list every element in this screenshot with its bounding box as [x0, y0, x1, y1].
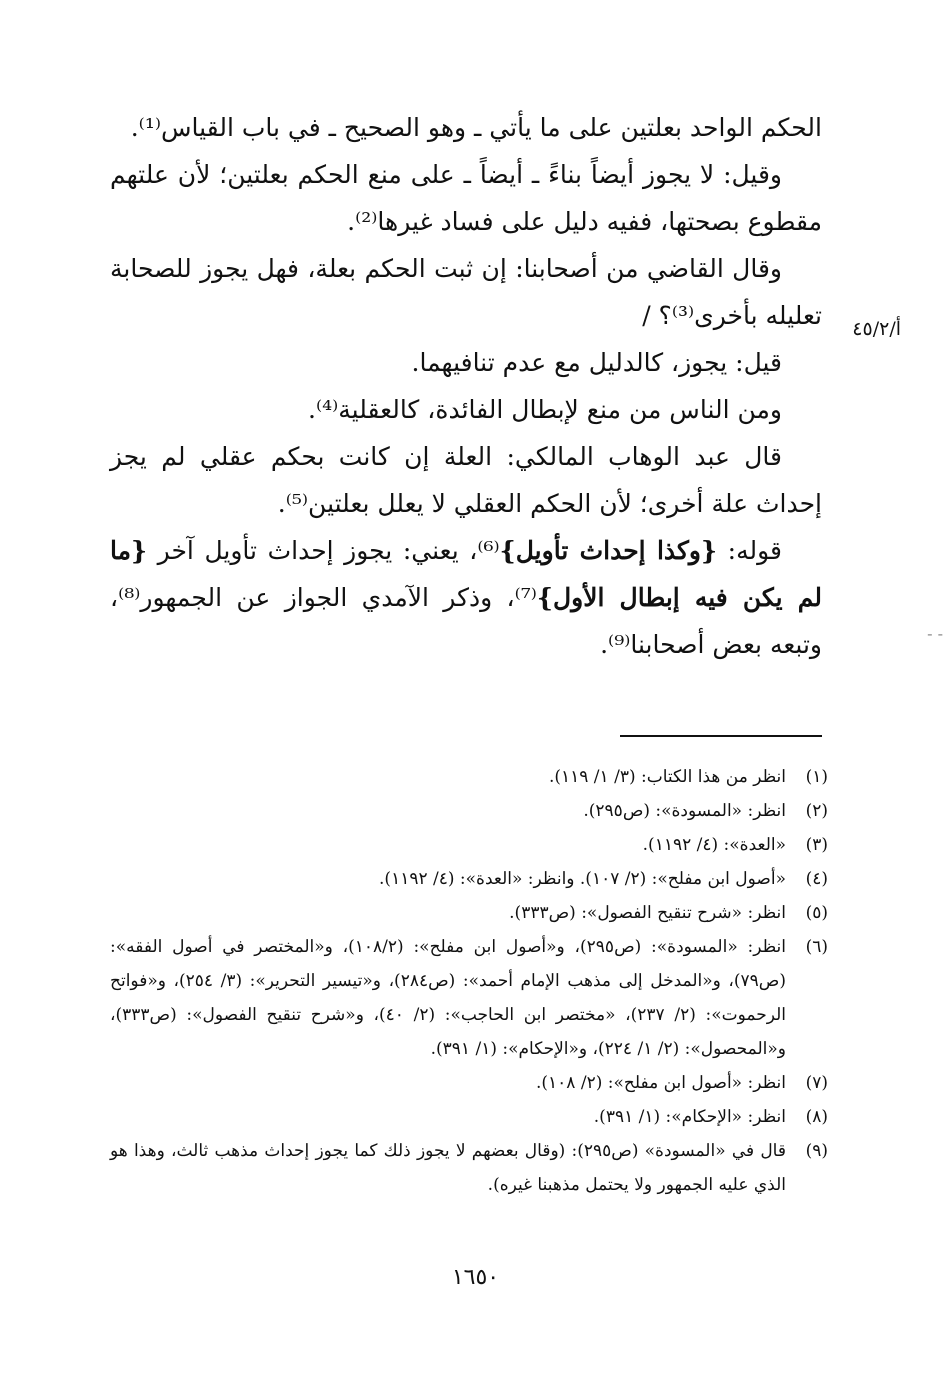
footnote-number: (٣): [805, 835, 828, 855]
paragraph-2: وقيل: لا يجوز أيضاً بناءً ـ أيضاً ـ على منع الحكم بعلتين؛ لأن علتهم مقطوع بصحتها، ففيه دليل على فساد غيرها⁽²⁾.: [110, 160, 822, 236]
footnote-separator: [620, 735, 822, 737]
paragraph-7: [110, 527, 822, 668]
page-number: ١٦٥٠: [451, 1265, 500, 1290]
footnote-text: انظر: «شرح تنقيح الفصول»: (ص٣٣٣).: [509, 903, 786, 923]
footnote-number: (٩): [805, 1141, 828, 1161]
manuscript-folio-note: أ/٤٥/٢: [852, 318, 901, 340]
footnote: [110, 862, 828, 896]
footnote: [110, 760, 828, 794]
paragraph-5: ومن الناس من منع لإبطال الفائدة، كالعقلية⁽⁴⁾.: [308, 395, 782, 424]
footnote: [110, 794, 828, 828]
footnotes: [110, 760, 828, 1202]
p7-middle: ⁽⁶⁾، يعني: يجوز إحداث تأويل آخر: [147, 536, 500, 565]
footnote-text: «العدة»: (٤/ ١١٩٢).: [642, 835, 786, 855]
footnote: [110, 1134, 828, 1202]
paragraph-3: وقال القاضي من أصحابنا: إن ثبت الحكم بعلة، فهل يجوز للصحابة تعليله بأخرى⁽³⁾؟ /: [110, 254, 822, 330]
p7-lead: قوله:: [717, 536, 782, 565]
footnote: [110, 828, 828, 862]
footnote-text: انظر: «الإحكام»: (١/ ٣٩١).: [593, 1107, 786, 1127]
footnote-text: انظر: «أصول ابن مفلح»: (٢/ ١٠٨).: [535, 1073, 786, 1093]
footnote-text: قال في «المسودة» (ص٢٩٥): (وقال بعضهم لا يجوز ذلك كما يجوز إحداث مذهب ثالث، وهذا هو الذي عليه الجمهور ولا يحتمل مذهبنا غيره).: [110, 1141, 786, 1195]
footnote-text: «أصول ابن مفلح»: (٢/ ١٠٧). وانظر: «العدة»: (٤/ ١١٩٢).: [379, 869, 786, 889]
matn-quote-1: {وكذا إحداث تأويل}: [499, 536, 718, 565]
footnote: [110, 930, 828, 1066]
footnote: [110, 1066, 828, 1100]
footnote-number: (٧): [805, 1073, 828, 1093]
paragraph-6: قال عبد الوهاب المالكي: العلة إن كانت بحكم عقلي لم يجز إحداث علة أخرى؛ لأن الحكم العقلي لا يعلل بعلتين⁽⁵⁾.: [110, 442, 822, 518]
matn-quote-2: {ما لم يكن فيه إبطال الأول}: [110, 536, 822, 612]
main-text: [110, 104, 822, 668]
footnote: [110, 1100, 828, 1134]
footnote-number: (٥): [805, 903, 828, 923]
footnote-number: (٤): [805, 869, 828, 889]
paragraph-4: قيل: يجوز، كالدليل مع عدم تنافيهما.: [411, 348, 782, 377]
footnote-number: (٨): [805, 1107, 828, 1127]
footnote-number: (١): [805, 767, 828, 787]
footnote-number: (٢): [805, 801, 828, 821]
footnote-text: انظر: «المسودة»: (ص٢٩٥).: [583, 801, 786, 821]
side-mark: - -: [927, 624, 943, 643]
paragraph-1: الحكم الواحد بعلتين على ما يأتي ـ وهو الصحيح ـ في باب القياس⁽¹⁾.: [130, 113, 822, 142]
footnote-text: انظر: «المسودة»: (ص٢٩٥)، و«أصول ابن مفلح»: (١٠٨/٢)، و«المختصر في أصول الفقه»: (ص٧٩)، و«المدخل إلى مذهب الإمام أحمد»: (ص٢٨٤)، و«تيسير التحرير»: (٣/ ٢٥٤)، و«فواتح الرحموت»: (٢/ ٢٣٧)، «مختصر ابن الحاجب»: (٢/ ٤٠)، و«شرح تنقيح الفصول»: (ص٣٣٣)، و«المحصول»: (٢/ ١/ ٢٢٤)، و«الإحكام»: (١/ ٣٩١).: [110, 937, 787, 1059]
footnote-number: (٦): [805, 937, 828, 957]
footnote: [110, 896, 828, 930]
footnote-text: انظر من هذا الكتاب: (٣/ ١/ ١١٩).: [548, 767, 786, 787]
p7-tail: ⁽⁷⁾، وذكر الآمدي الجواز عن الجمهور⁽⁸⁾، وتبعه بعض أصحابنا⁽⁹⁾.: [110, 583, 822, 659]
